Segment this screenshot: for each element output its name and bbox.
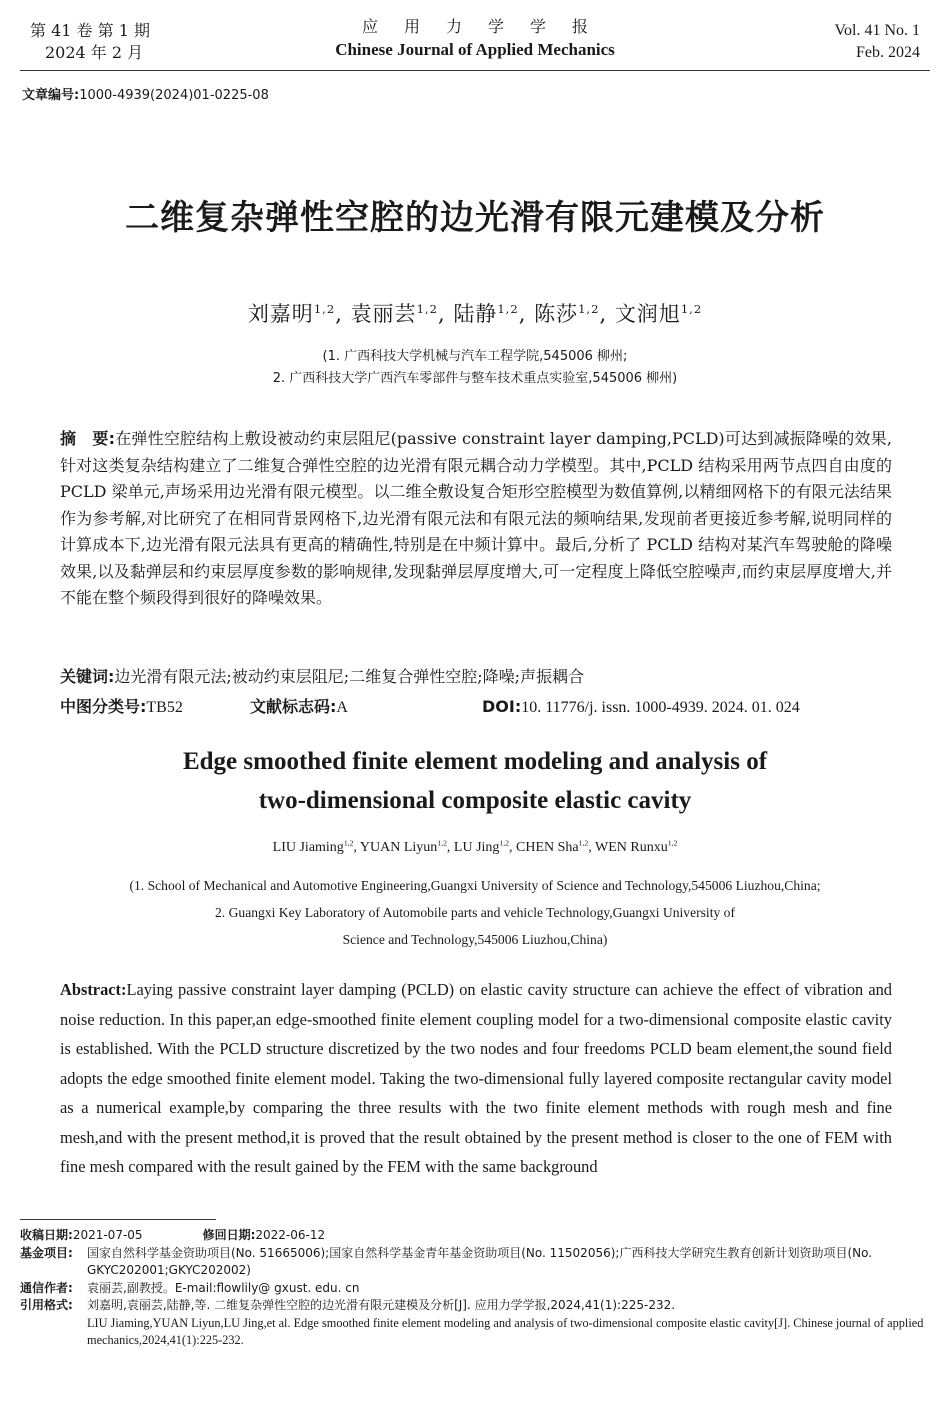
journal-name (0, 16, 950, 62)
title-en-line-1: Edge smoothed finite element modeling and analysis of (182, 748, 768, 775)
author-cn: 刘嘉明$^{1,2}$, (247, 302, 343, 326)
affiliation-en-1: (1. School of Mechanical and Automotive Engineering,Guangxi University of Science and Technology,545006 Liuzhou,China; (129, 878, 821, 893)
fund-text: 国家自然科学基金资助项目(No. 51665006);国家自然科学基金青年基金资助项目(No. 11502056);广西科技大学研究生教育创新计划资助项目(No. GKYC202001;GKYC202002) (87, 1245, 873, 1277)
footnote-divider (20, 1219, 216, 1220)
affiliation-cn-1: (1. 广西科技大学机械与汽车工程学院,545006 柳州; (322, 349, 628, 364)
affiliations-en (0, 872, 950, 953)
article-number-value: 1000-4939(2024)01-0225-08 (79, 88, 269, 103)
author-en: LU Jing$^{1,2}$, (453, 838, 513, 855)
abstract-en-label: Abstract: (60, 980, 127, 999)
corresponding-author: 袁丽芸,副教授。E-mail:flowlily@ gxust. edu. cn (87, 1280, 360, 1295)
header-divider (20, 70, 930, 71)
fund-row: 基金项目: 国家自然科学基金资助项目(No. 51665006);国家自然科学基金青年基金资助项目(No. 11502056);广西科技大学研究生教育创新计划资助项目(No. GKYC202001;GKYC202002) (20, 1245, 873, 1277)
volume-issue-cn: 第 41 卷 第 1 期 (30, 21, 150, 40)
abstract-cn-text: 在弹性空腔结构上敷设被动约束层阻尼(passive constraint layer damping,PCLD)可达到减振降噪的效果,针对这类复杂结构建立了二维复合弹性空腔的边光滑有限元耦合动力学模型。其中,PCLD 结构采用两节点四自由度的 PCLD 梁单元,声场采用边光滑有限元模型。以二维全敷设复合矩形空腔模型为数值算例,以精细网格下的有限元法结果作为参考解,对比研究了在相同背景网格下,边光滑有限元法和有限元法的频响结果,发现前者更接近参考解,说明同样的计算成本下,边光滑有限元法具有更高的精确性,特别是在中频计算中。最后,分析了 PCLD 结构对某汽车驾驶舱的降噪效果,以及黏弹层和约束层厚度参数的影响规律,发现黏弹层厚度增大,可一定程度上降低空腔噪声,而约束层厚度增大,并不能在整个频段得到很好的降噪效果。 (60, 429, 892, 607)
abstract-en-text: Laying passive constraint layer damping (PCLD) on elastic cavity structure can achieve the effect of vibration and noise reduction. In this paper,an edge-smoothed finite element coupling model for a two-dimensional composite elastic cavity is established. With the PCLD structure discretized by the two nodes and four freedoms PCLD beam element,the sound field adopts the edge smoothed finite element model. Taking the two-dimensional fully layered composite rectangular cavity model as a numerical example,by comparing the three results with the two finite element methods with rough mesh and fine mesh,and with the present method,it is proved that the result obtained by the present method is closer to the one of FEM with fine mesh compared with the result gained by the FEM with the same background (60, 980, 892, 1176)
author-cn: 陈莎$^{1,2}$, (534, 302, 608, 326)
doi[interactable]: DOI:10. 11776/j. issn. 1000-4939. 2024. 01. 024 (482, 697, 800, 716)
document-code: 文献标志码:A (250, 697, 348, 716)
header-right (835, 20, 921, 64)
footnotes (20, 1227, 932, 1350)
journal-name-cn: 应用力学学报 (361, 17, 614, 36)
article-number-label: 文章编号: (22, 88, 80, 103)
abstract-cn-label: 摘 要: (60, 429, 116, 448)
affiliations-cn (0, 346, 950, 390)
keywords-cn (60, 664, 892, 690)
received-date: 2021-07-05 (72, 1228, 143, 1242)
author-en: YUAN Liyun$^{1,2}$, (359, 838, 451, 855)
abstract-cn (60, 426, 892, 612)
title-en-line-2: two-dimensional composite elastic cavity (258, 787, 692, 814)
affiliation-en-3: Science and Technology,545006 Liuzhou,China) (342, 932, 608, 947)
affiliation-cn-2: 2. 广西科技大学广西汽车零部件与整车技术重点实验室,545006 柳州) (272, 371, 678, 386)
article-number (22, 84, 269, 103)
clc-code: 中图分类号:TB52 (60, 697, 183, 716)
keywords-value: 边光滑有限元法;被动约束层阻尼;二维复合弹性空腔;降噪;声振耦合 (114, 667, 584, 686)
citation-cn: 刘嘉明,袁丽芸,陆静,等. 二维复杂弹性空腔的边光滑有限元建模及分析[J]. 应用力学学报,2024,41(1):225-232. (87, 1298, 676, 1312)
title-cn: 二维复杂弹性空腔的边光滑有限元建模及分析 (125, 198, 825, 238)
journal-name-en: Chinese Journal of Applied Mechanics (335, 40, 615, 59)
title-en (0, 742, 950, 820)
dates-row: 收稿日期:2021-07-05 修回日期:2022-06-12 (20, 1228, 326, 1242)
revised-date: 2022-06-12 (255, 1228, 326, 1242)
citation-en: LIU Jiaming,YUAN Liyun,LU Jing,et al. Edge smoothed finite element modeling and analysis of two-dimensional composite elastic cavity[J]. Chinese journal of applied mechanics,2024,41(1):225-232. (87, 1315, 924, 1347)
author-cn: 文润旭$^{1,2}$ (614, 302, 703, 326)
abstract-en (60, 975, 892, 1182)
volume-issue-en: Vol. 41 No. 1 (834, 22, 920, 39)
date-en: Feb. 2024 (856, 44, 920, 61)
corresponding-author-row: 通信作者: 袁丽芸,副教授。E-mail:flowlily@ gxust. edu. cn (20, 1280, 360, 1295)
citation-row: 引用格式: 刘嘉明,袁丽芸,陆静,等. 二维复杂弹性空腔的边光滑有限元建模及分析[J]. 应用力学学报,2024,41(1):225-232. LIU Jiaming,YUAN Liyun,LU Jing,et al. Edge smoothed finite element modeling and analysis of two-dimensional composite elastic cavity[J]. Chinese journal of applied mechanics,2024,41(1):225-232. (20, 1297, 932, 1350)
author-en: CHEN Sha$^{1,2}$, (516, 838, 592, 855)
affiliation-en-2: 2. Guangxi Key Laboratory of Automobile parts and vehicle Technology,Guangxi University of (214, 905, 736, 920)
keywords-label: 关键词: (60, 667, 115, 686)
date-cn: 2024 年 2 月 (45, 43, 144, 62)
page-header (0, 0, 950, 72)
author-en: LIU Jiaming$^{1,2}$, (272, 838, 357, 855)
author-en: WEN Runxu$^{1,2}$ (595, 838, 678, 855)
author-cn: 陆静$^{1,2}$, (453, 302, 527, 326)
authors-cn (0, 298, 950, 328)
author-cn: 袁丽芸$^{1,2}$, (350, 302, 446, 326)
authors-en (0, 838, 950, 856)
